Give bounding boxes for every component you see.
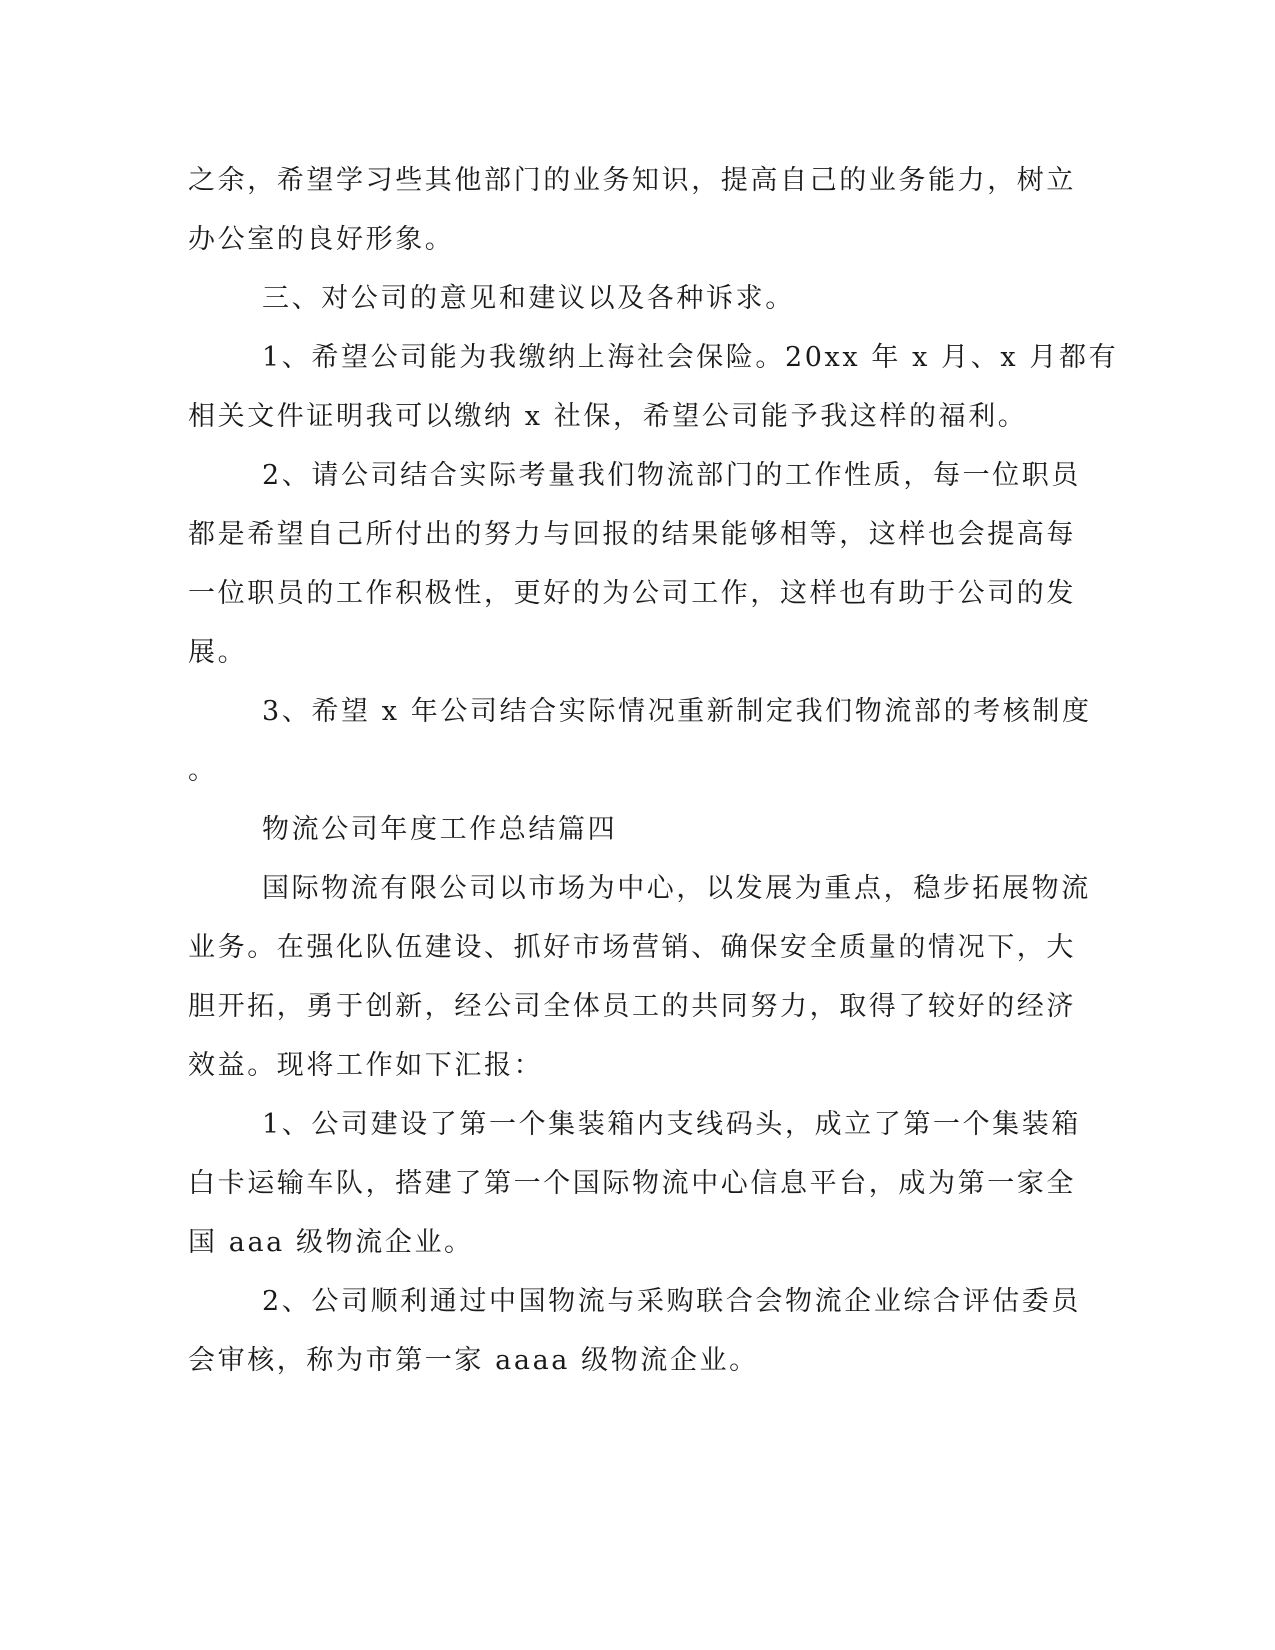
text-line: 都是希望自己所付出的努力与回报的结果能够相等，这样也会提高每 <box>188 519 1076 550</box>
text-line: 白卡运输车队，搭建了第一个国际物流中心信息平台，成为第一家全 <box>188 1168 1076 1199</box>
text-line: 2、请公司结合实际考量我们物流部门的工作性质，每一位职员 <box>262 460 1081 491</box>
article-title: 物流公司年度工作总结篇四 <box>262 814 618 845</box>
text-line: 办公室的良好形象。 <box>188 224 455 255</box>
text-line: 。 <box>188 755 218 786</box>
text-line: 一位职员的工作积极性，更好的为公司工作，这样也有助于公司的发 <box>188 578 1076 609</box>
text-line: 1、公司建设了第一个集装箱内支线码头，成立了第一个集装箱 <box>262 1109 1081 1140</box>
text-line: 展。 <box>188 637 248 668</box>
text-line: 效益。现将工作如下汇报： <box>188 1050 544 1081</box>
text-line: 会审核，称为市第一家 aaaa 级物流企业。 <box>188 1345 759 1376</box>
text-line: 3、希望 x 年公司结合实际情况重新制定我们物流部的考核制度 <box>262 696 1092 727</box>
text-line: 业务。在强化队伍建设、抓好市场营销、确保安全质量的情况下，大 <box>188 932 1076 963</box>
text-line: 1、希望公司能为我缴纳上海社会保险。20xx 年 x 月、x 月都有 <box>262 342 1119 373</box>
text-line: 国 aaa 级物流企业。 <box>188 1227 474 1258</box>
text-line: 2、公司顺利通过中国物流与采购联合会物流企业综合评估委员 <box>262 1286 1081 1317</box>
text-line: 胆开拓，勇于创新，经公司全体员工的共同努力，取得了较好的经济 <box>188 991 1076 1022</box>
text-line: 国际物流有限公司以市场为中心，以发展为重点，稳步拓展物流 <box>262 873 1091 904</box>
section-heading: 三、对公司的意见和建议以及各种诉求。 <box>262 283 795 314</box>
text-line: 之余，希望学习些其他部门的业务知识，提高自己的业务能力，树立 <box>188 165 1076 196</box>
text-line: 相关文件证明我可以缴纳 x 社保，希望公司能予我这样的福利。 <box>188 401 1028 432</box>
